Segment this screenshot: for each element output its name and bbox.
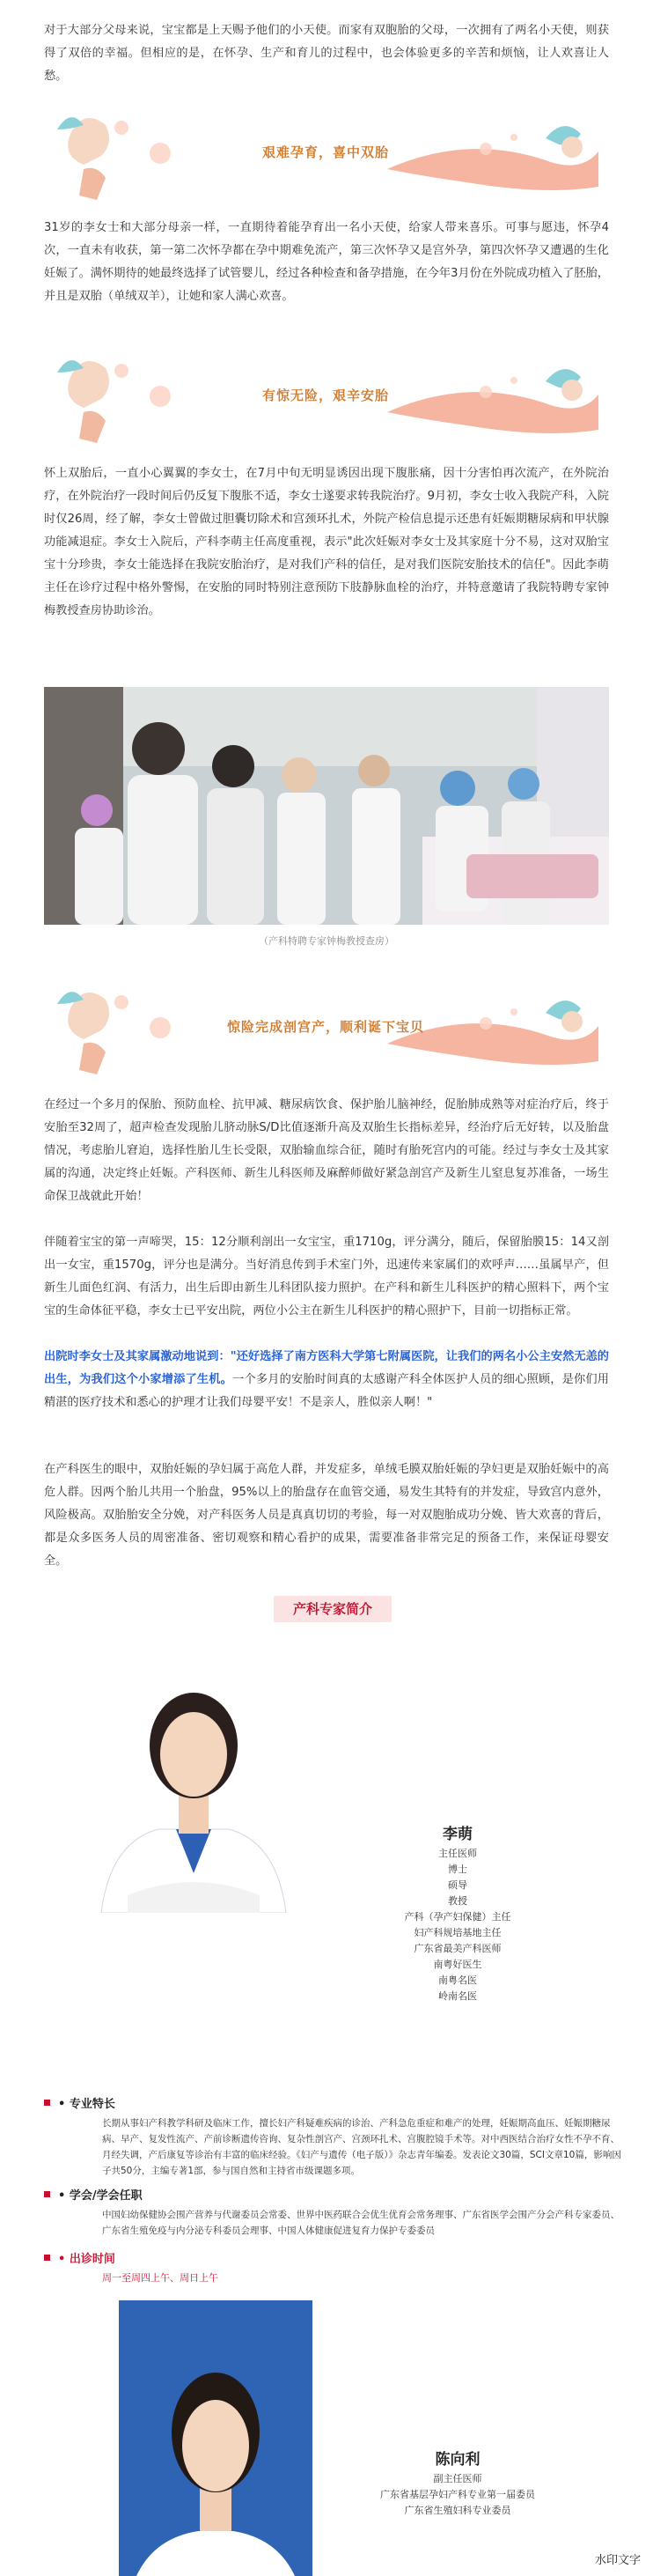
doctor1-title: 教授 [448,1895,467,1907]
section-banner-2 [53,342,598,447]
section-banner-3 [53,973,598,1079]
doctor1-title: 妇产科规培基地主任 [414,1927,502,1938]
expert-section-title: 产科专家简介 [274,1596,392,1622]
doctor2-titles [343,2471,572,2519]
doctor1-title: 硕导 [448,1879,467,1891]
ward-round-image [44,687,609,925]
banner-title-3: 惊险完成剖宫产，顺利诞下宝贝 [226,1019,424,1035]
banner-title-2: 有惊无险，艰辛安胎 [261,388,389,403]
doctor2-title: 广东省基层孕妇产科专业第一届委员 [380,2489,535,2500]
doctor1-photo [75,1640,312,1913]
doctor1-title: 南粤名医 [438,1974,477,1986]
doctor1-title: 产科（孕产妇保健）主任 [404,1911,511,1923]
clinic-time: 周一至周四上午、周日上午 [102,2272,218,2284]
doctor1-portrait [75,1640,312,1913]
doctor1-titles [370,1846,546,2004]
clinic-heading: • 出诊时间 [58,2253,115,2266]
society-heading: • 学会/学会任职 [58,2189,143,2203]
doctor1-title: 博士 [448,1864,467,1875]
doctor2-name: 陈向利 [435,2451,481,2469]
doctor2-portrait [119,2300,312,2576]
doctor1-title: 南粤好医生 [433,1959,482,1970]
quote-rest: 一个多月的安胎时间真的太感谢产科全体医护人员的细心照顾，是你们用精湛的医疗技术和悉心的护理才让我们母婴平安！不是亲人，胜似亲人啊！" [44,1373,609,1409]
closing-paragraph: 在产科医生的眼中，双胎妊娠的孕妇属于高危人群，并发症多，单绒毛膜双胎妊娠的孕妇更是双胎妊娠中的高危人群。因两个胎儿共用一个胎盘，95%以上的胎盘存在血管交通，易发生其特有的并发症，导致宫内意外，风险极高。双胎胎安全分娩，对产科医务人员是真真切切的考验，每一对双胞胎成功分娩、皆大欢喜的背后，都是众多医务人员的周密准备、密切观察和精心看护的成果，需要准备非常完足的预备工作，来保证母婴安全。 [44,1463,609,1568]
doctor2-title: 广东省生殖妇科专业委员 [404,2505,511,2516]
watermark-text: 水印文字 [594,2554,641,2567]
doctor2-photo [119,2300,312,2576]
story-paragraph-2: 怀上双胎后，一直小心翼翼的李女士，在7月中旬无明显诱因出现下腹胀痛，因十分害怕再次流产，在外院治疗，在外院治疗一段时间后仍反复下腹胀不适，李女士遂要求转我院治疗。9月初，李女士收入我院产科，入院时仅26周，经了解，李女士曾做过胆囊切除术和宫颈环扎术，外院产检信息提示还患有妊娠期糖尿病和甲状腺功能减退症。李女士入院后，产科李萌主任高度重视，表示"此次妊娠对李女士及其家庭十分不易，这对双胎宝宝十分珍贵，李女士能选择在我院安胎治疗，是对我们产科的信任，是对我们医院安胎技术的信任"。因此李萌主任在诊疗过程中格外警惕，在安胎的同时特别注意预防下肢静脉血栓的治疗，并特意邀请了我院特聘专家钟梅教授查房协助诊治。 [44,467,609,617]
intro-paragraph: 对于大部分父母来说，宝宝都是上天赐予他们的小天使。而家有双胞胎的父母，一次拥有了两名小天使，则获得了双倍的幸福。但相应的是，在怀孕、生产和育儿的过程中，也会体验更多的辛苦和烦恼，让人欢喜让人愁。 [44,24,609,83]
doctor1-title: 主任医师 [438,1848,477,1859]
doctor1-name: 李萌 [443,1826,473,1843]
society-text: 中国妇幼保健协会围产营养与代谢委员会常委、世界中医药联合会优生优育会常务理事、广东省医学会围产分会产科专家委员、广东省生殖免疫与内分泌专科委员会理事、中国人体健康促进复育力保护专委委员 [102,2210,620,2236]
quote-highlight: 出院时李女士及其家属激动地说到："还好选择了南方医科大学第七附属医院，让我们的两名小公主安然无恙的出生，为我们这个小家增添了生机。 [44,1350,609,1386]
quote-paragraph [44,1346,609,1414]
section-banner-1 [53,99,598,204]
specialty-heading: • 专业特长 [58,2098,115,2111]
specialty-text: 长期从事妇产科教学科研及临床工作，擅长妇产科疑难疾病的诊治、产科急危重症和难产的处理，妊娠期高血压、妊娠期糖尿病、早产、复发性流产、产前诊断遗传咨询、复杂性剖宫产、宫颈环扎术、宫腹腔镜手术等。对中西医结合治疗女性不孕不育、月经失调，产后康复等诊治有丰富的临床经验。《妇产与遗传（电子版）》杂志青年编委。发表论文30篇，SCI文章10篇，影响因子共50分，主编专著1部，参与国自然和主持省市级课题多项。 [102,2118,621,2176]
story-paragraph-4: 伴随着宝宝的第一声啼哭，15：12分顺利剖出一女宝宝，重1710g，评分满分，随后，保留胎膜15：14又剖出一女宝，重1570g，评分也是满分。当好消息传到手术室门外，迅速传来家属们的欢呼声……虽属早产，但新生儿面色红润、有活力，出生后即由新生儿科团队接力照护。在产科和新生儿科医护的精心照料下，两个宝宝的生命体征平稳，李女士已平安出院，两位小公主在新生儿科医护的精心照护下，目前一切指标正常。 [44,1236,609,1318]
doctor1-title: 广东省最美产科医师 [414,1943,502,1954]
bullet-marker [44,2191,50,2197]
bullet-marker [44,2100,50,2106]
doctor1-title: 岭南名医 [438,1990,477,2002]
doctor2-title: 副主任医师 [433,2473,482,2484]
banner-title-1: 艰难孕育，喜中双胎 [261,144,389,160]
ward-round-photo [44,687,609,925]
story-paragraph-1: 31岁的李女士和大部分母亲一样，一直期待着能孕育出一名小天使，给家人带来喜乐。可事与愿违，怀孕4次，一直未有收获，第一第二次怀孕都在孕中期难免流产，第三次怀孕又是宫外孕，第四次怀孕又遭遇的生化妊娠了。满怀期待的她最终选择了试管婴儿，经过各种检查和备孕措施，在今年3月份在外院成功植入了胚胎，并且是双胎（单绒双羊），让她和家人满心欢喜。 [44,221,609,303]
photo-caption: （产科特聘专家钟梅教授查房） [259,935,394,947]
story-paragraph-3: 在经过一个多月的保胎、预防血栓、抗甲减、糖尿病饮食、保护胎儿脑神经，促胎肺成熟等对症治疗后，终于安胎至32周了，超声检查发现胎儿脐动脉S/D比值逐渐升高及双胎生长指标差异，经治疗后无好转，以及胎盘情况，考虑胎儿窘迫，选择性胎儿生长受限，双胎输血综合征，随时有胎死宫内的可能。经过与李女士及其家属的沟通，决定终止妊娠。产科医师、新生儿科医师及麻醉师做好紧急剖宫产及新生儿窒息复苏准备，一场生命保卫战就此开始！ [44,1098,609,1203]
bullet-marker [44,2255,50,2261]
